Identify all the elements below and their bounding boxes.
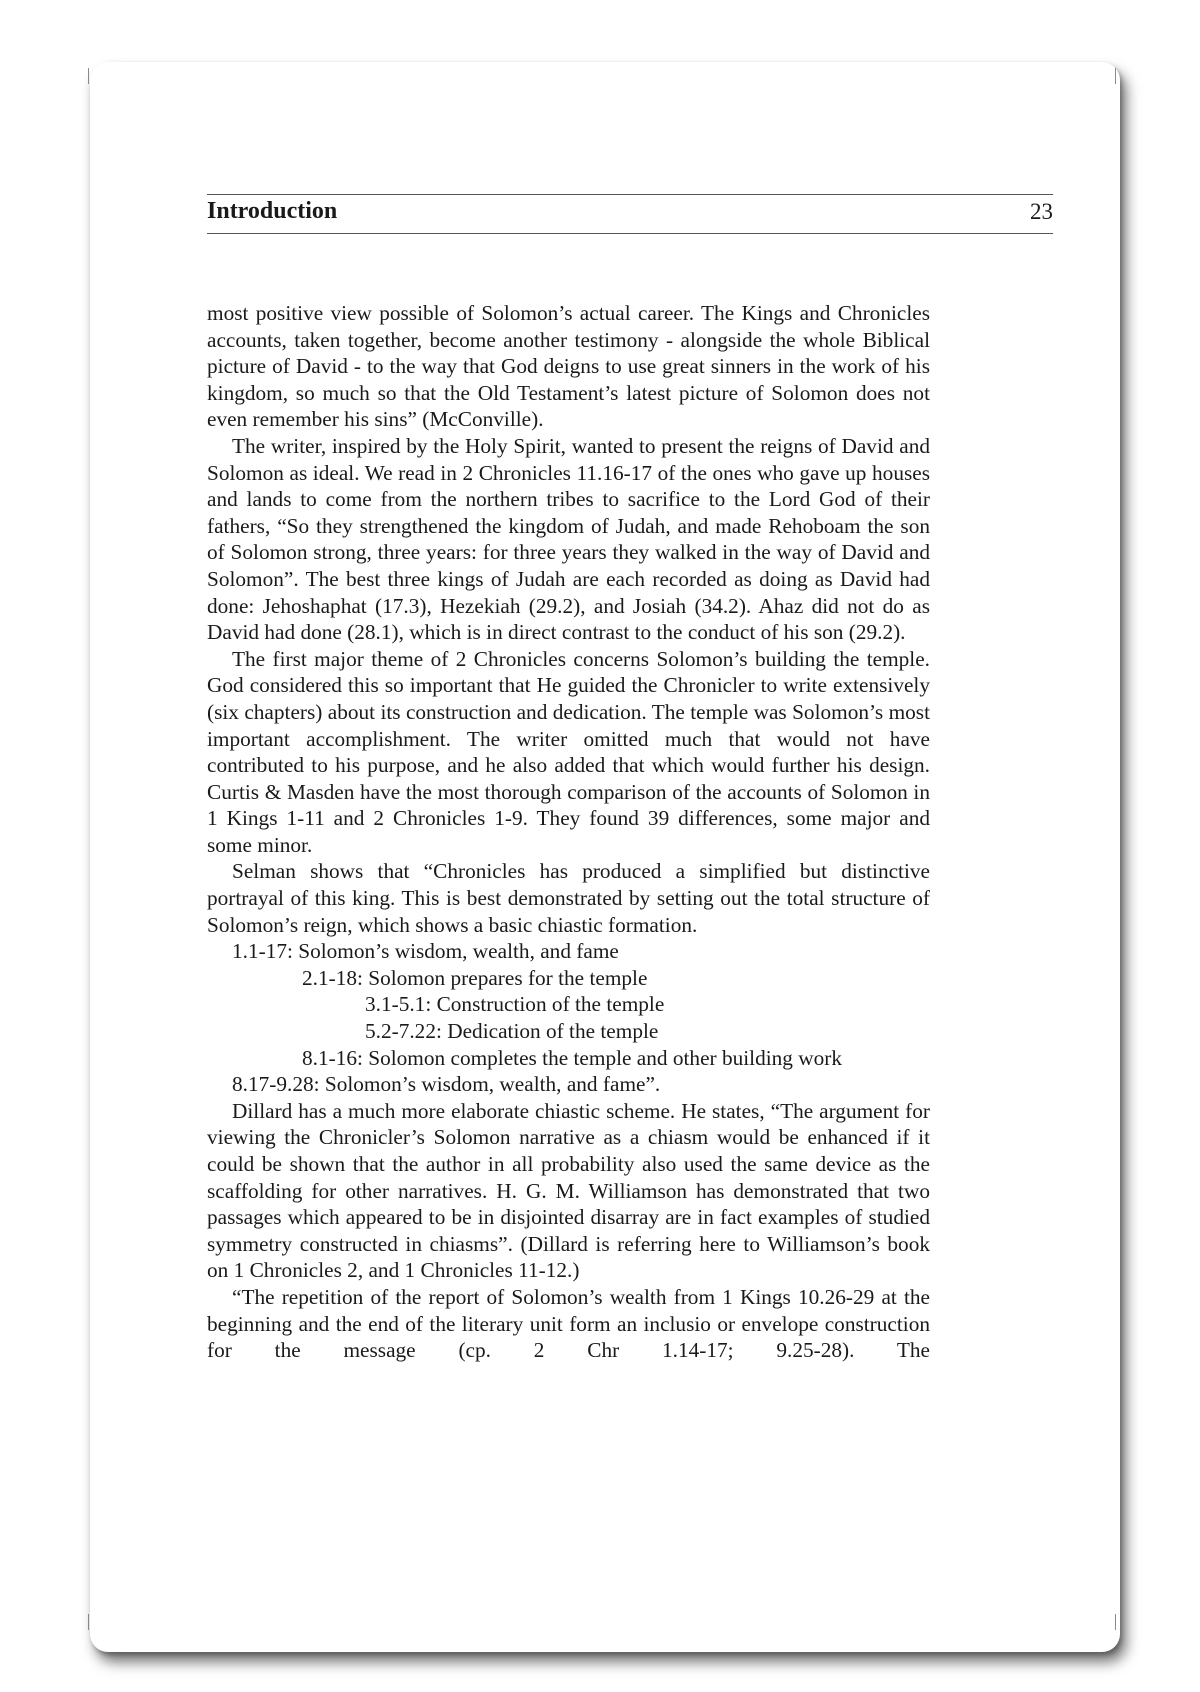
page-number: 23 [1030,199,1053,224]
paragraph: Dillard has a much more elaborate chiastic scheme. He states, “The argument for viewing the Chronicler’s Solomon narrative as a chiasm would be enhanced if it could be shown that the author in all probability also used the same device as the scaffolding for other narratives. H. G. M. Williamson has demonstrated that two passages which appeared to be in disjointed disarray are in fact examples of studied symmetry constructed in chiasms”. (Dillard is referring here to Williamson’s book on 1 Chronicles 2, and 1 Chronicles 11-12.) [207,1098,930,1283]
outline-item: 3.1-5.1: Construction of the temple [365,992,665,1017]
body-text [207,300,930,1364]
crop-mark-top-left [88,68,89,84]
outline-item: 1.1-17: Solomon’s wisdom, wealth, and fame [232,939,619,964]
outline-item: 8.17-9.28: Solomon’s wisdom, wealth, and fame”. [232,1072,661,1097]
crop-mark-bottom-right [1115,1614,1116,1630]
paragraph: “The repetition of the report of Solomon’s wealth from 1 Kings 10.26-29 at the beginning and the end of the literary unit form an inclusio or envelope construction for the message (cp. 2 Chr 1.14-17; 9.25-28). The [207,1284,930,1363]
outline-item: 2.1-18: Solomon prepares for the temple [302,965,648,990]
outline-item: 8.1-16: Solomon completes the temple and other building work [302,1045,843,1070]
paragraph: Selman shows that “Chronicles has produced a simplified but distinctive portrayal of this king. This is best demonstrated by setting out the total structure of Solomon’s reign, which shows a basic chiastic formation. [207,859,930,937]
crop-mark-top-right [1115,68,1116,84]
paragraph: The writer, inspired by the Holy Spirit, wanted to present the reigns of David and Solomon as ideal. We read in 2 Chronicles 11.16-17 of the ones who gave up houses and lands to come from the northern tribes to sacrifice to the Lord God of their fathers, “So they strengthened the kingdom of Judah, and made Rehoboam the son of Solomon strong, three years: for three years they walked in the way of David and Solomon”. The best three kings of Judah are each recorded as doing as David had done: Jehoshaphat (17.3), Hezekiah (29.2), and Josiah (34.2). Ahaz did not do as David had done (28.1), which is in direct contrast to the conduct of his son (29.2). [207,433,930,645]
chiastic-outline [207,938,930,1098]
paragraph: most positive view possible of Solomon’s actual career. The Kings and Chronicles accounts, taken together, become another testimony - alongside the whole Biblical picture of David - to the way that God deigns to use great sinners in the work of his kingdom, so much so that the Old Testament’s latest picture of Solomon does not even remember his sins” (McConville). [207,301,930,432]
outline-item: 5.2-7.22: Dedication of the temple [365,1019,659,1044]
running-head [207,194,1053,234]
paragraph: The first major theme of 2 Chronicles concerns Solomon’s building the temple. God considered this so important that He guided the Chronicler to write extensively (six chapters) about its construction and dedication. The temple was Solomon’s most important accomplishment. The writer omitted much that would not have contributed to his purpose, and he also added that which would further his design. Curtis & Masden have the most thorough comparison of the accounts of Solomon in 1 Kings 1-11 and 2 Chronicles 1-9. They found 39 differences, some major and some minor. [207,646,930,857]
crop-mark-bottom-left [88,1614,89,1630]
running-head-title: Introduction [207,198,338,224]
